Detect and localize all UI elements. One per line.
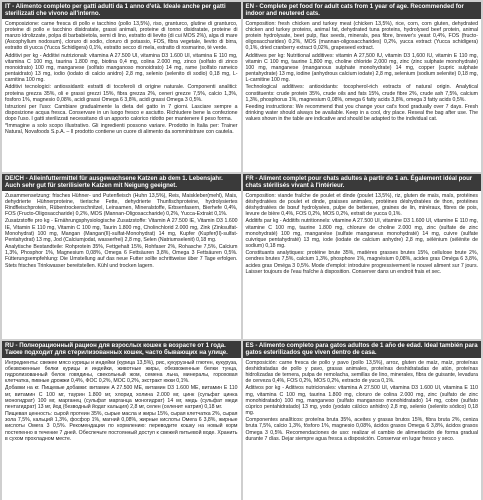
panel-fr: [243, 174, 482, 339]
paragraph: Constituants analytiques: protéine brute 35%, matières grasses brutes 15%, cellulose brute 2%, cendres brutes 7,5%, calcium 1,3%, phosphore 1%, magnésium 0,08%, acides gras Oméga 6 3,8%, acides gras Oméga 3 0,5%. Mode d'emploi: introduire progressivement le nouvel aliment sur 7 jours. Laisser toujours de l'eau fraîche à disposition. Conserver dans un endroit frais et sec.: [245, 250, 478, 275]
paragraph: Ингредиенты: свежее мясо курицы и индейки (курица 13,5%), рис, кукурузный глютен, кукуруза, обезвоженные белки курицы и индейки, животные жиры, обезвоженные белки тунца, гидролизованный белок говядины, свекольный жом, семена льна, минералы, гороховая клетчатка, пивные дрожжи 0,4%, ФОС 0,2%, МОС 0,2%, экстракт юкки 0,1%.: [5, 359, 238, 385]
heading-text: Alleinfuttermittel für ausgewachsene Katzen ab dem 1. Lebensjahr. Auch sehr gut für sterilisierte Katzen mit Neigung geeignet.: [5, 175, 223, 190]
panel-text: [243, 19, 482, 172]
panel-text: [2, 19, 241, 172]
paragraph: Technological additives: antioxidants: tocopherol-rich extracts of natural origin. Analytical constituents: crude protein 35%, crude oils and fats 15%, crude fibre 2%, crude ash 7,5%, calcium 1,3%, phosphorus 1%, magnesium 0,08%, omega 6 fatty acids 3,8%, omega 3 fatty acids 0,5%.: [245, 84, 478, 103]
heading-text: Aliment complet pour chats adultes à partir de 1 an. Également idéal pour chats stérilisés vivant à l'intérieur.: [245, 175, 473, 190]
paragraph: Composición: carne fresca de pollo y pavo (pollo 13,5%), arroz, gluten de maíz, maíz, proteínas deshidratadas de pollo y pavo, grasas animales, proteínas deshidratadas de atún, proteínas hidrolizadas de ternera, pulpa de remolacha, semillas de lino, minerales, fibra de guisante, levadura de cerveza 0,4%, FOS 0,2%, MOS 0,2%, extracto de yuca 0,1%.: [245, 359, 478, 385]
language-code: RU: [5, 342, 14, 349]
paragraph: Istruzioni per l'uso: Cambiare gradualmente la dieta del gatto in 7 giorni. Lasciare sempre a disposizione acqua fresca. Conservare in un luogo fresco e asciutto. Richiudere bene la confezione dopo l'uso. I gatti sterilizzati necessitano di un apporto calorico ridotto per mantenere il peso forma.: [5, 103, 238, 123]
panel-heading: IT - Alimento completo per gatti adulti da 1 anno d'età. Ideale anche per gatti sterilizzati che vivono all'interno.: [2, 2, 241, 19]
language-code: ES: [245, 342, 254, 349]
panel-es: [243, 341, 482, 500]
panel-it: [2, 2, 241, 172]
panel-en: [243, 2, 482, 172]
paragraph: Composition: viande fraîche de poulet et dinde (poulet 13,5%), riz, gluten de maïs, maïs, protéines déshydratées de poulet et dinde, graisses animales, protéines déshydratées de thon, protéines déshydratées de bœuf hydrolysées, pulpe de betterave, graines de lin, minéraux, fibres de pois, levure de bière 0,4%, FOS 0,2%, MOS 0,2%, extrait de yucca 0,1%.: [245, 192, 478, 218]
panel-heading: FR - Aliment complet pour chats adultes à partir de 1 an. Également idéal pour chats stérilisés vivant à l'intérieur.: [243, 174, 482, 191]
paragraph: Добавки на кг. Пищевые добавки: витамин A 27.500 МЕ, витамин D3 1.600 МЕ, витамин E 110 мг, витамин C 100 мг, таурин 1.800 мг, хлорид холина 2.000 мг, цинк (сульфат цинка моногидрат) 100 мг, марганец (сульфат марганца моногидрат) 14 мг, медь (сульфат меди пентагидрат) 13 мг, йод (безводный йодат кальция) 2,8 мг, селен (селенит натрия) 0,18 мг.: [5, 385, 238, 410]
panel-heading: ES - Alimento completo para gatos adultos de 1 año de edad. Ideal también para gatos esterilizados que viven dentro de casa.: [243, 341, 482, 358]
panel-heading: EN - Complete pet food for adult cats from 1 year of age. Recommended for indoor and neutered cats.: [243, 2, 482, 19]
heading-text: Complete pet food for adult cats from 1 year of age. Recommended for indoor and neutered cats.: [245, 3, 464, 18]
paragraph: Additifs par kg - Additifs nutritionnels: vitamine A 27.500 UI, vitamine D3 1.600 UI, vitamine E 110 mg, vitamine C 100 mg, taurine 1.800 mg, chlorure de choline 2.000 mg, zinc (sulfate de zinc monohydraté) 100 mg, manganèse (sulfate manganeux monohydraté) 14 mg, cuivre (sulfate cuivrique pentahydraté) 13 mg, iode (iodate de calcium anhydre) 2,8 mg, sélénium (sélénite de sodium) 0,18 mg.: [245, 218, 478, 250]
heading-text: Полнорационный рацион для взрослых кошек в возрасте от 1 года. Также подходит для стерилизованных кошек, часто бывающих на улице.: [5, 342, 228, 357]
panel-heading: RU - Полнорационный рацион для взрослых кошек в возрасте от 1 года. Также подходит для стерилизованных кошек, часто бывающих на улице.: [2, 341, 241, 358]
panel-text: [243, 191, 482, 339]
paragraph: Additivi per kg - Additivi nutrizionali: vitamina A 27.500 UI, vitamina D3 1.600 UI, vitamina E 110 mg, vitamina C 100 mg, taurina 1.800 mg, biotina 0,4 mg, colina 2.000 mg, zinco (solfato di zinco monoidrato) 100 mg, manganese (solfato manganoso monoidrato) 14 mg, rame (solfato rameico pentaidrato) 13 mg, iodio (iodato di calcio anidro) 2,8 mg, selenio (selenito di sodio) 0,18 mg, L-carnitina 100 mg.: [5, 52, 238, 84]
language-code: IT: [5, 3, 11, 10]
paragraph: Пищевая ценность: сырой протеин 35%, сырые масла и жиры 15%, сырая клетчатка 2%, сырая зола 7,5%, кальций 1,3%, фосфор 1%, магний 0,08%, жирные кислоты Омега 6 3,8%, жирные кислоты Омега 3 0,5%. Рекомендации по кормлению: переводите кошку на новый корм постепенно в течение 7 дней. Обеспечьте постоянный доступ к свежей питьевой воде. Хранить в сухом прохладном месте.: [5, 411, 238, 442]
panel-de-ch: [2, 174, 241, 339]
panel-heading: DE/CH - Alleinfuttermittel für ausgewachsene Katzen ab dem 1. Lebensjahr. Auch sehr gut für sterilisierte Katzen mit Neigung geeignet.: [2, 174, 241, 191]
language-code: DE/CH: [5, 175, 24, 182]
paragraph: Additivi tecnologici: antiossidanti: estratti di tocoferoli di origine naturale. Componenti analitici: proteina grezza 35%, oli e grassi grezzi 15%, fibra grezza 2%, ceneri grezze 7,5%, calcio 1,3%, fosforo 1%, magnesio 0,08%, acidi grassi Omega 6 3,8%, acidi grassi Omega 3 0,5%.: [5, 84, 238, 103]
heading-text: Alimento completo per gatti adulti da 1 anno d'età. Ideale anche per gatti sterilizzati che vivono all'interno.: [5, 3, 226, 18]
paragraph: Composition: fresh chicken and turkey meat (chicken 13,5%), rice, corn, corn gluten, dehydrated chicken and turkey proteins, animal fat, dehydrated tuna proteins, hydrolysed beef protein, animal protein hydrolysate, beet pulp, flax seeds, minerals, pea fibre, brewer's yeast 0,4%, FOS (fructo-oligosaccharides) 0,2%, MOS (mannan-oligosaccharides) 0,2%, yucca extract (Yucca schidigera) 0,1%, dried cranberry extract 0,02%, grapeseed extract.: [245, 20, 478, 52]
panel-text: [2, 191, 241, 339]
heading-text: Alimento completo para gatos adultos de 1 año de edad. Ideal también para gatos esterilizados que viven dentro de casa.: [245, 342, 478, 357]
panel-ru: [2, 341, 241, 500]
paragraph: Zusatzstoffe pro kg - Ernährungsphysiologische Zusatzstoffe: Vitamin A 27.500 IE, Vitamin D3 1.600 IE, Vitamin E 110 mg, Vitamin C 100 mg, Taurin 1.800 mg, Cholinchlorid 2.000 mg, Zink (Zinksulfat-Monohydrat) 100 mg, Mangan (Mangan(II)-sulfat-Monohydrat) 14 mg, Kupfer (Kupfer(II)-sulfat-Pentahydrat) 13 mg, Jod (Calciumjodat, wasserfrei) 2,8 mg, Selen (Natriumselenit) 0,18 mg.: [5, 218, 238, 243]
language-code: EN: [245, 3, 254, 10]
panel-text: [243, 358, 482, 500]
paragraph: Analytische Bestandteile: Rohprotein 35%, Fettgehalt 15%, Rohfaser 2%, Rohasche 7,5%, Calcium 1,3%, Phosphor 1%, Magnesium 0,08%, Omega 6 Fettsäuren 3,8%, Omega 3 Fettsäuren 0,5%. Fütterungsempfehlung: Die Umstellung auf das neue Futter sollte schrittweise über 7 Tage erfolgen. Stets frisches Trinkwasser bereitstellen. Kühl und trocken lagern.: [5, 244, 238, 269]
paragraph: Composizione: carne fresca di pollo e tacchino (pollo 13,5%), riso, granturco, glutine di granturco, proteine di pollo e tacchino disidratate, grassi animali, proteine di tonno disidratate, proteine di manzo idrolizzate, polpa di barbabietola, semi di lino, estratto di lievito (di cui MOS 2%), alga di mare (Ascophyllum nodosum), cloruro di sodio, cloruro di potassio, FOS, fibra vegetale, lievito di birra, estratto di yucca (Yucca Schidigera) 0,1%, estratto secco di mela, estratto di rosmarino, tè verde.: [5, 20, 238, 52]
paragraph: Aditivos por kg - Aditivos nutricionales: vitamina A 27.500 UI, vitamina D3 1.600 UI, vitamina E 110 mg, vitamina C 100 mg, taurina 1.800 mg, cloruro de colina 2.000 mg, zinc (sulfato de zinc monohidratado) 100 mg, manganeso (sulfato manganoso monohidratado) 14 mg, cobre (sulfato cúprico pentahidratado) 13 mg, yodo (yodato cálcico anhidro) 2,8 mg, selenio (selenito sódico) 0,18 mg.: [245, 385, 478, 417]
paragraph: Componentes analíticos: proteína bruta 35%, aceites y grasas brutos 15%, fibra bruta 2%, ceniza bruta 7,5%, calcio 1,3%, fósforo 1%, magnesio 0,08%, ácidos grasos Omega 6 3,8%, ácidos grasos Omega 3 0,5%. Recomendaciones de uso: realizar el cambio de alimentación de forma gradual durante 7 días. Dejar siempre agua fresca a disposición. Conservar en lugar fresco y seco.: [245, 417, 478, 442]
panel-text: [2, 358, 241, 500]
paragraph: Feeding instructions: We recommend that you change your cat's food gradually over 7 days. Fresh drinking water should always be available. Keep in a cool, dry place. Reseal the bag after use. The values shown in the table are indicative and should be adapted to the individual cat.: [245, 103, 478, 123]
paragraph: Additives per kg: Nutritional additives: vitamin A 27,500 IU, vitamin D3 1,600 IU, vitamin E 110 mg, vitamin C 100 mg, taurine 1,800 mg, choline chloride 2,000 mg, zinc (zinc sulphate monohydrate) 100 mg, manganese (manganous sulphate monohydrate) 14 mg, copper (cupric sulphate pentahydrate) 13 mg, iodine (anhydrous calcium iodate) 2,8 mg, selenium (sodium selenite) 0,18 mg, L-carnitine 100 mg.: [245, 52, 478, 84]
paragraph: *Immagine a solo scopo illustrativo. Gli ingredienti possono variare. Prodotto in Italia per: Trainer Natural, Novafoods S.p.A. – Il prodotto contiene un cuore di alimento da somministrare con cautela.: [5, 123, 238, 136]
language-code: FR: [245, 175, 254, 182]
paragraph: Zusammensetzung: frisches Hühner- und Putenfleisch (Huhn 13,5%), Reis, Maiskleber(mehl), Mais, dehydrierte Hühnerproteine, tierische Fette, dehydrierte Thunfischproteine, hydrolysiertes Rindfleischprotein, Rübentrockenschnitzel, Leinsamen, Mineralstoffe, Erbsenfasern, Bierhefe 0,4%, FOS (Fructo-Oligosaccharide) 0,2%, MOS (Mannan-Oligosaccharide) 0,2%, Yucca-Extrakt 0,1%.: [5, 192, 238, 218]
